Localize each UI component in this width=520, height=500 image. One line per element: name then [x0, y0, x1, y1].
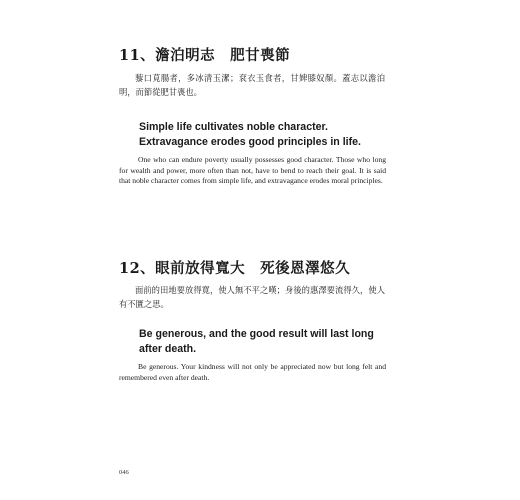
- page-number: 046: [119, 469, 129, 476]
- section-11-english-heading: Simple life cultivates noble character. Extravagance erodes good principles in life.: [139, 121, 361, 148]
- section-12-chinese-text: 面前的田地要放得寬，使人無不平之嘆；身後的惠澤要流得久，使人有不匱之思。: [119, 285, 385, 309]
- section-11-chinese-text: 藜口莧腸者，多冰清玉潔；袞衣玉食者，甘婢膝奴顏。蓋志以澹泊明，而節從肥甘喪也。: [119, 73, 385, 97]
- section-12-english-text: Be generous. Your kindness will not only be appreciated now but long felt and remembered even after death.: [119, 362, 386, 382]
- section-11-title: 11、澹泊明志 肥甘喪節: [119, 47, 291, 64]
- section-12-english-heading: Be generous, and the good result will last long after death.: [139, 328, 374, 355]
- section-12-title: 12、眼前放得寬大 死後恩澤悠久: [119, 260, 351, 277]
- section-11-english-text: One who can endure poverty usually possesses good character. Those who long for wealth and power, more often than not, have to bend to reach their goal. It is said that noble character comes from simple life, and extravagance erodes moral principles.: [119, 155, 386, 185]
